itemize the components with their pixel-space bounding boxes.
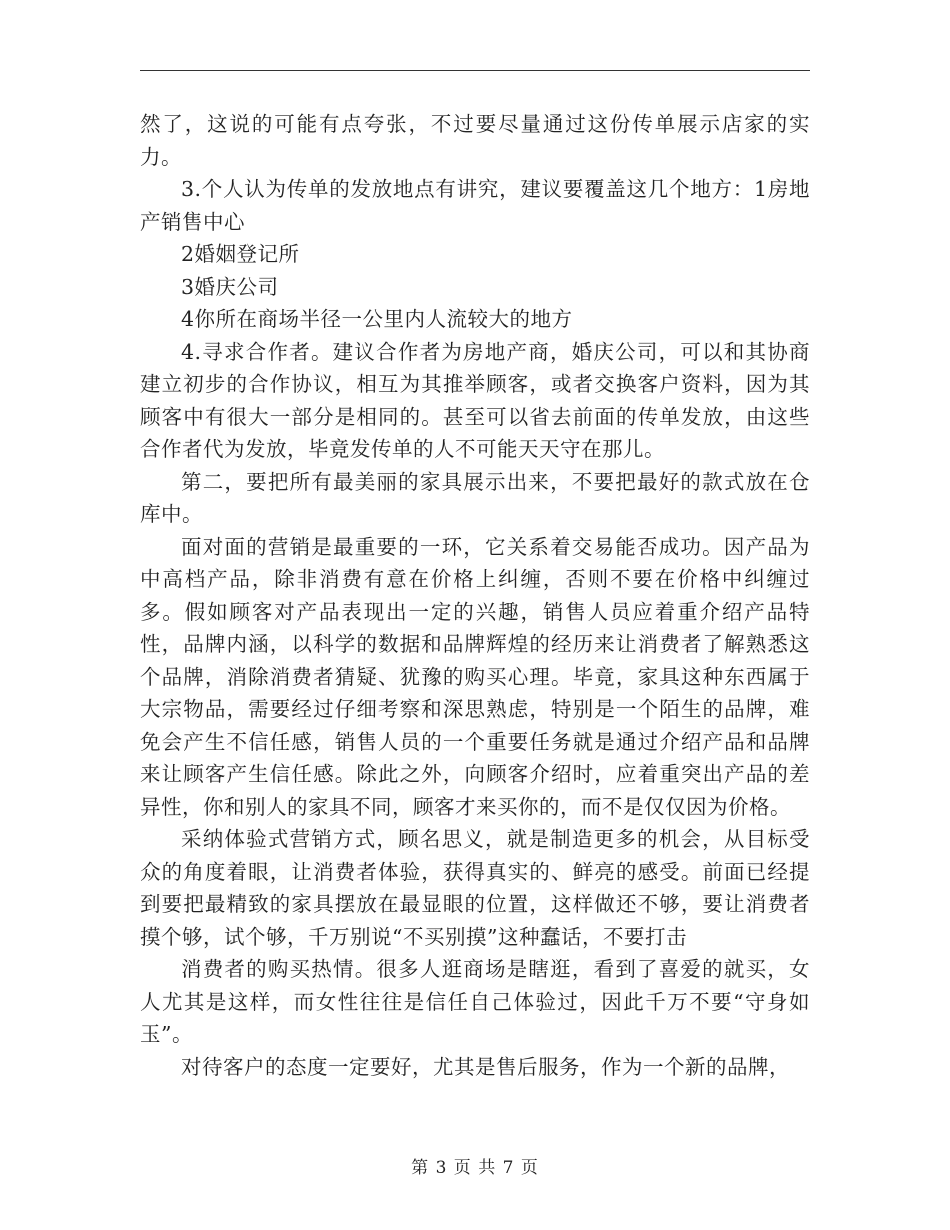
paragraph-purchase-enthusiasm: 消费者的购买热情。很多人逛商场是瞎逛，看到了喜爱的就买，女人尤其是这样，而女性往往是信任自己体验过，因此千万不要“守身如玉”。	[140, 957, 810, 1046]
list-item-wedding-company: 3婚庆公司	[181, 274, 279, 299]
paragraph-experience-marketing: 采纳体验式营销方式，顾名思义，就是制造更多的机会，从目标受众的角度着眼，让消费者体验，获得真实的、鲜亮的感受。前面已经提到要把最精致的家具摆放在最显眼的位置，这样做还不够，要让消费者摸个够，试个够，千万别说“不买别摸”这种蠢话，不要打击	[140, 827, 810, 949]
list-item-busy-area: 4你所在商场半径一公里内人流较大的地方	[181, 307, 573, 331]
document-body	[140, 108, 810, 1083]
list-item-marriage-registry: 2婚姻登记所	[181, 242, 300, 266]
paragraph-second-point: 第二，要把所有最美丽的家具展示出来，不要把最好的款式放在仓库中。	[140, 469, 810, 526]
paragraph-customer-attitude: 对待客户的态度一定要好，尤其是售后服务，作为一个新的品牌，	[181, 1054, 790, 1079]
paragraph-partners: 4.寻求合作者。建议合作者为房地产商，婚庆公司，可以和其协商建立初步的合作协议，相互为其推举顾客，或者交换客户资料，因为其顾客中有很大一部分是相同的。甚至可以省去前面的传单发放，由这些合作者代为发放，毕竟发传单的人不可能天天守在那儿。	[140, 339, 810, 461]
paragraph-distribution-points: 3.个人认为传单的发放地点有讲究，建议要覆盖这几个地方：1房地产销售中心	[140, 177, 810, 234]
paragraph-face-to-face: 面对面的营销是最重要的一环，它关系着交易能否成功。因产品为中高档产品，除非消费有意在价格上纠缠，否则不要在价格中纠缠过多。假如顾客对产品表现出一定的兴趣，销售人员应着重介绍产品特性，品牌内涵，以科学的数据和品牌辉煌的经历来让消费者了解熟悉这个品牌，消除消费者猜疑、犹豫的购买心理。毕竟，家具这种东西属于大宗物品，需要经过仔细考察和深思熟虑，特别是一个陌生的品牌，难免会产生不信任感，销售人员的一个重要任务就是通过介绍产品和品牌来让顾客产生信任感。除此之外，向顾客介绍时，应着重突出产品的差异性，你和别人的家具不同，顾客才来买你的，而不是仅仅因为价格。	[140, 534, 810, 819]
paragraph-continuation: 然了，这说的可能有点夸张，不过要尽量通过这份传单展示店家的实力。	[140, 112, 810, 169]
page-number-footer: 第 3 页 共 7 页	[411, 1158, 539, 1178]
header-rule	[140, 70, 810, 71]
